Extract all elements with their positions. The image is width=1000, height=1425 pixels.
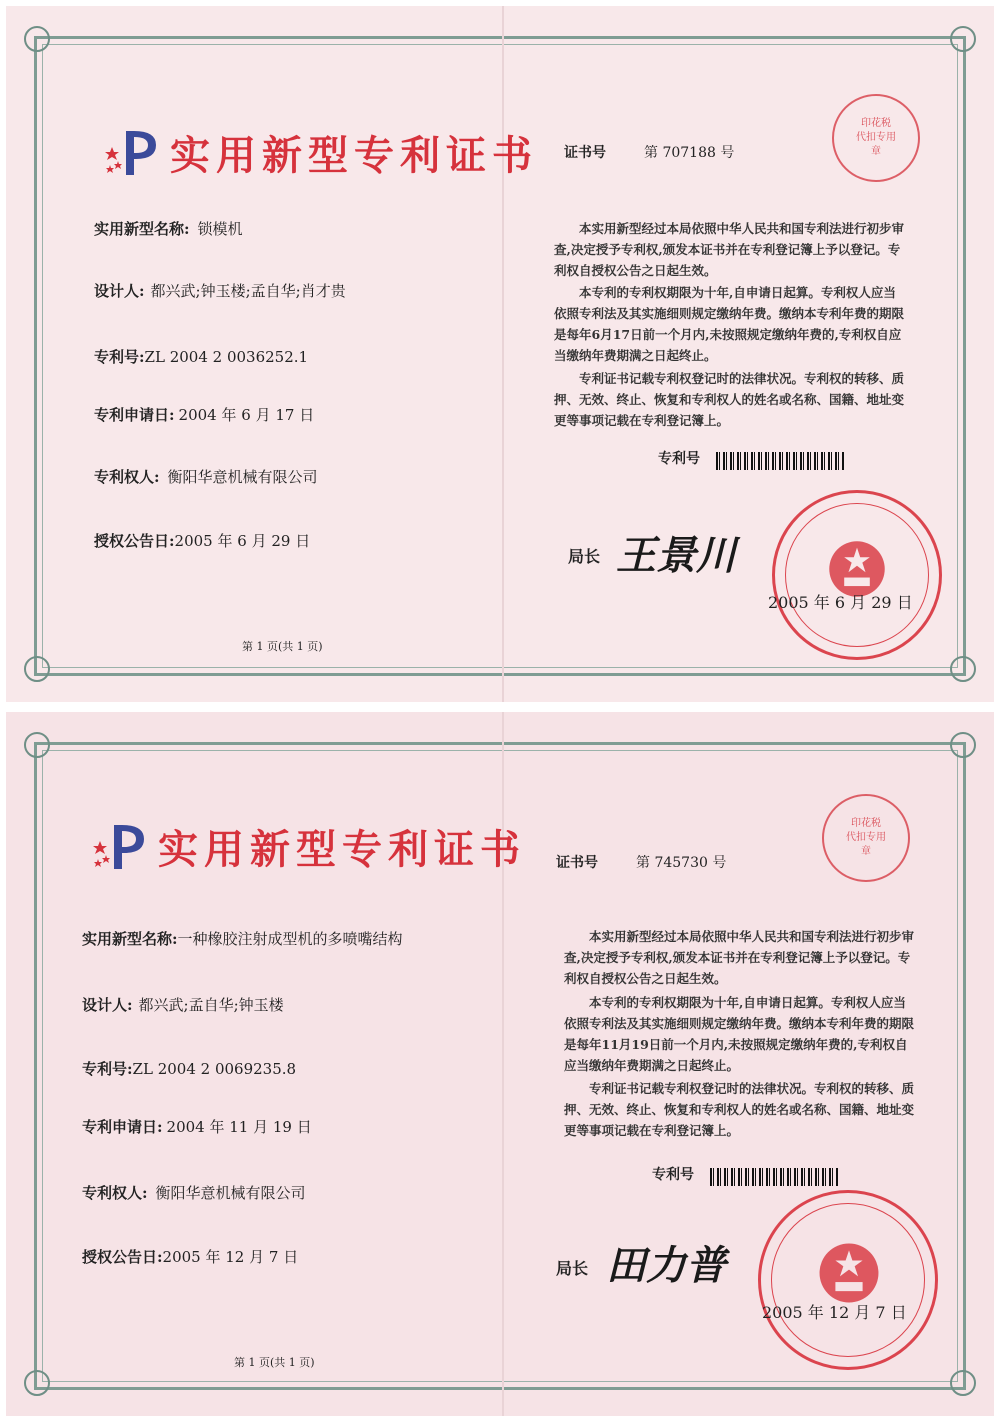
director-label: 局长 <box>556 1259 589 1278</box>
inventors: 设计人: 都兴武;孟自华;钟玉楼 <box>82 996 284 1014</box>
certificate-1 <box>6 6 994 702</box>
corner-ornament <box>24 1370 50 1396</box>
corner-ornament <box>950 656 976 682</box>
corner-ornament <box>950 26 976 52</box>
national-emblem-icon <box>815 1239 883 1307</box>
tax-stamp-seal: 印花税 代扣专用章 <box>822 794 910 882</box>
paragraph-2: 本专利的专利权期限为十年,自申请日起算。专利权人应当依照专利法及其实施细则规定缴纳年费。缴纳本专利年费的期限是每年11月19日前一个月内,未按照规定缴纳年费的,专利权自应当缴纳年费期满之日起终止。 <box>564 995 915 1073</box>
title-block <box>104 124 538 181</box>
title-block <box>92 818 526 875</box>
corner-ornament <box>24 656 50 682</box>
grant-date: 授权公告日:2005 年 6 月 29 日 <box>94 532 311 550</box>
barcode <box>716 452 844 470</box>
certificate-number: 证书号 第 745730 号 <box>556 855 727 871</box>
patent-number: 专利号:ZL 2004 2 0069235.8 <box>82 1060 297 1078</box>
application-date: 专利申请日: 2004 年 11 月 19 日 <box>82 1118 312 1136</box>
barcode-label: 专利号 <box>652 1167 694 1183</box>
certificate-number: 证书号 第 707188 号 <box>564 145 735 161</box>
patent-logo-icon <box>92 819 152 875</box>
utility-model-name: 实用新型名称: 锁模机 <box>94 220 243 238</box>
utility-model-name: 实用新型名称:一种橡胶注射成型机的多喷嘴结构 <box>82 930 403 948</box>
director-label: 局长 <box>568 547 601 566</box>
certificate-title: 实用新型专利证书 <box>158 826 526 873</box>
director-signature: 王景川 <box>616 532 736 579</box>
national-ip-office-seal <box>772 490 942 660</box>
patent-number: 专利号:ZL 2004 2 0036252.1 <box>94 348 309 366</box>
fold-line <box>502 6 504 702</box>
certificate-title: 实用新型专利证书 <box>170 132 538 179</box>
certificate-2 <box>6 712 994 1416</box>
director-signature: 田力普 <box>606 1242 726 1289</box>
corner-ornament <box>950 1370 976 1396</box>
paragraph-2: 本专利的专利权期限为十年,自申请日起算。专利权人应当依照专利法及其实施细则规定缴纳年费。缴纳本专利年费的期限是每年6月17日前一个月内,未按照规定缴纳年费的,专利权自应当缴纳年费期满之日起终止。 <box>554 285 905 363</box>
paragraph-1: 本实用新型经过本局依照中华人民共和国专利法进行初步审查,决定授予专利权,颁发本证书并在专利登记簿上予以登记。专利权自授权公告之日起生效。 <box>554 221 905 278</box>
patent-holder: 专利权人: 衡阳华意机械有限公司 <box>94 468 318 486</box>
grant-date: 授权公告日:2005 年 12 月 7 日 <box>82 1248 299 1266</box>
national-ip-office-seal <box>758 1190 938 1370</box>
barcode-label: 专利号 <box>658 451 700 467</box>
paragraph-3: 专利证书记载专利权登记时的法律状况。专利权的转移、质押、无效、终止、恢复和专利权人的姓名或名称、国籍、地址变更等事项记载在专利登记簿上。 <box>564 1081 915 1138</box>
patent-logo-icon <box>104 125 164 181</box>
tax-stamp-seal: 印花税 代扣专用章 <box>832 94 920 182</box>
patent-holder: 专利权人: 衡阳华意机械有限公司 <box>82 1184 306 1202</box>
page-number: 第 1 页(共 1 页) <box>242 640 323 653</box>
barcode <box>710 1168 838 1186</box>
application-date: 专利申请日: 2004 年 6 月 17 日 <box>94 406 315 424</box>
corner-ornament <box>24 732 50 758</box>
corner-ornament <box>24 26 50 52</box>
paragraph-3: 专利证书记载专利权登记时的法律状况。专利权的转移、质押、无效、终止、恢复和专利权人的姓名或名称、国籍、地址变更等事项记载在专利登记簿上。 <box>554 371 905 428</box>
paragraph-1: 本实用新型经过本局依照中华人民共和国专利法进行初步审查,决定授予专利权,颁发本证书并在专利登记簿上予以登记。专利权自授权公告之日起生效。 <box>564 929 915 986</box>
inventors: 设计人: 都兴武;钟玉楼;孟自华;肖才贵 <box>94 282 346 300</box>
issue-date: 2005 年 12 月 7 日 <box>762 1303 907 1322</box>
corner-ornament <box>950 732 976 758</box>
page-number: 第 1 页(共 1 页) <box>234 1356 315 1369</box>
issue-date: 2005 年 6 月 29 日 <box>768 593 913 612</box>
